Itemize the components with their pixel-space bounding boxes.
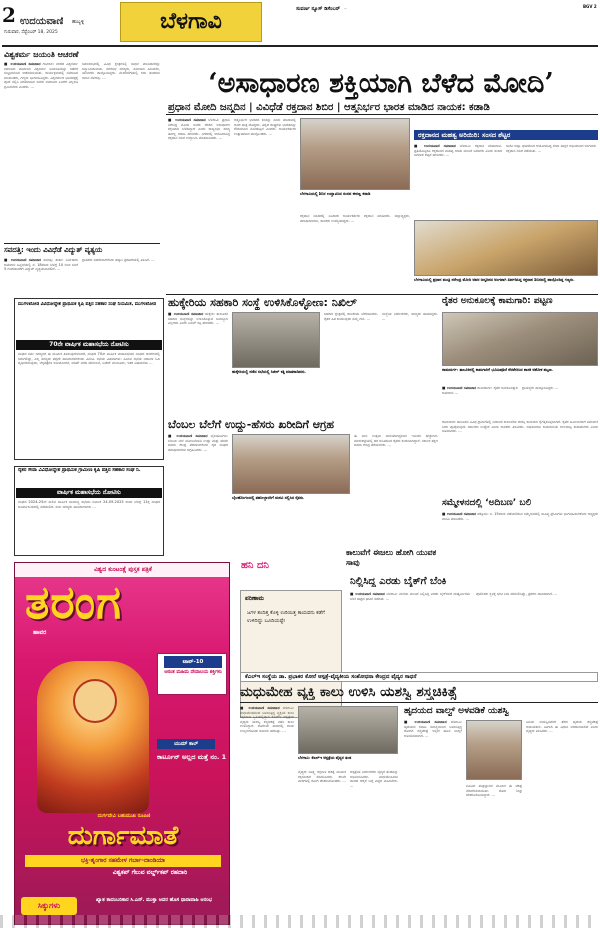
ad-sikku-badge: ಸಿಕ್ಕುಗಳು bbox=[21, 897, 77, 915]
lead-rule bbox=[166, 114, 598, 115]
ad-durga-caption: ದುರ್ಗದೇವಿ ಬಹುಮುಖ ರೂಪಿಣಿ bbox=[97, 813, 151, 819]
page-number: 2 bbox=[2, 3, 16, 27]
notice-2-body: ಸಂಘದ 2024-25ನೇ ಸಾಲಿನ ವಾರ್ಷಿಕ ಸಾಮಾನ್ಯ ಸಭೆಯು ದಿನಾಂಕ 24.09.2025 ರಂದು ಬೆಳಗ್ಗೆ 11ಕ್ಕೆ ಸಂಘದ ಕಾರ್ಯಾಲಯದಲ್ಲಿ ನಡೆಯಲಿದೆ. ಸರ್ವ ಸದಸ್ಯರು ಹಾಜರಾಗಬೇಕು ... bbox=[18, 500, 160, 509]
patan-col-lower: ರಾಮದುರ್ಗ ತಾಲೂಕಿನ ವಿವಿಧ ಗ್ರಾಮಗಳಲ್ಲಿ ನೀರಾವರಿ ಕಾಲುವೆಗಳ ದುರಸ್ತಿ ಕಾಮಗಾರಿ ಕೈಗೆತ್ತಿಕೊಳ್ಳಲಾಗಿದೆ. ರೈತರ ಜಮೀನುಗಳಿಗೆ ಸಮರ್ಪಕ ನೀರು ಪೂರೈಸುವುದು ಸರ್ಕಾರದ ಉದ್ದೇಶ ಎಂದು ಶಾಸಕರು ತಿಳಿಸಿದರು. ಅಧಿಕಾರಿಗಳು ಕಾಮಗಾರಿಯ ಗುಣಮಟ್ಟ ಕಾಪಾಡಬೇಕು ಎಂದು ಸೂಚಿಸಿದರು. ... bbox=[442, 420, 598, 434]
patan-body-2: ಗ್ರಾಮಸ್ಥರು ಪಾಲ್ಗೊಂಡಿದ್ದರು ... bbox=[522, 386, 558, 390]
headline-canal: ಕಾಲುವೆಗೆ ಈಜಲು ಹೋಗಿ ಯುವಕ ಸಾವು bbox=[346, 548, 437, 567]
left-rule-1 bbox=[4, 243, 160, 244]
hospital-strip: ಕೆಎಲ್‌ಇ ಸಂಸ್ಥೆಯ ಡಾ. ಪ್ರಭಾಕರ ಕೋರೆ ಆಸ್ಪತ್ರೆ-ವೈದ್ಯಕೀಯ ಸಂಶೋಧನಾ ಕೇಂದ್ರದ ವೈದ್ಯರ ಸಾಧನೆ bbox=[240, 672, 598, 682]
honey-subtitle: ಪರಿಣಾಮ bbox=[245, 595, 264, 602]
ad-cartoon-text: ಕಾರ್ಟೂನ್ ಅಲ್ಲದ ಮತ್ತೆ ನಂ. 1 bbox=[157, 753, 227, 761]
blood-body-col1: ■ ಉದಯವಾಣಿ ಸಮಾಚಾರ ಬೆಳಗಾವಿ: ರಕ್ತದಾನ ಮಹಾದಾನ. ಪ್ರತಿಯೊಬ್ಬರೂ ರಕ್ತದಾನದ ಮಹತ್ವ ಅರಿತು ಮುಂದೆ ಬರಬೇಕು ಎಂದು ಸಂಸದ ಜಗದೀಶ ಶೆಟ್ಟರ ಹೇಳಿದರು. ... bbox=[414, 144, 502, 158]
diabetes-photo bbox=[298, 706, 398, 754]
tharanga-ad[interactable] bbox=[14, 562, 230, 925]
lead-bottom-rule bbox=[166, 294, 598, 295]
blood-body-col2: ಬಿಜೆಪಿ ಜಿಲ್ಲಾ ಘಟಕದಿಂದ ಆಯೋಜಿಸಿದ್ದ ಸೇವಾ ಪಾಕ್ಷಿಕ ಅಭಿಯಾನದ ಅಂಗವಾಗಿ ರಕ್ತದಾನ ಶಿಬಿರ ನಡೆಯಿತು. ... bbox=[506, 144, 596, 153]
blood-camp-caption: ಬೆಳಗಾವಿಯಲ್ಲಿ ಪ್ರಧಾನ ಮಂತ್ರಿ ನರೇಂದ್ರ ಮೋದಿ ಅವರ ಜನ್ಮದಿನದ ಅಂಗವಾಗಿ ಏರ್ಪಡಿಸಿದ್ದ ರಕ್ತದಾನ ಶಿಬಿರದಲ್ಲಿ ಪಾಲ್ಗೊಂಡಿದ್ದ ಗಣ್ಯರು. bbox=[414, 278, 575, 282]
story-body-power-cut: ■ ಉದಯವಾಣಿ ಸಮಾಚಾರ ಸವದತ್ತಿ: ತುರ್ತು ನಿರ್ವಹಣಾ ಕಾಮಗಾರಿ ಹಿನ್ನೆಲೆಯಲ್ಲಿ ಸೆ. 18ರಂದು ಬೆಳಗ್ಗೆ 10 ರಿಂದ ಸಂಜೆ 5 ಗಂಟೆಯವರೆಗೆ ವಿದ್ಯುತ್ ವ್ಯತ್ಯಯವಾಗಲಿದೆ. ... bbox=[4, 258, 78, 272]
promo-text: ... bbox=[344, 6, 348, 10]
brand-city: ಹುಬ್ಬಳ್ಳಿ bbox=[72, 19, 85, 25]
story-body-vishwakarma-2: ಸಮಾರಂಭದಲ್ಲಿ ವಿವಿಧ ಕ್ಷೇತ್ರಗಳಲ್ಲಿ ಸಾಧನೆ ಮಾಡಿದವರನ್ನು ಸನ್ಮಾನಿಸಲಾಯಿತು. ನಗರಸಭೆ ಸದಸ್ಯರು, ಸಮಾಜದ ಹಿರಿಯರು, ಯುವಕರು ಪಾಲ್ಗೊಂಡಿದ್ದರು. ಮೆರವಣಿಗೆಯಲ್ಲಿ ಕಲಾ ತಂಡಗಳು ಗಮನ ಸೆಳೆದವು. ... bbox=[82, 62, 160, 80]
diabetes-body-1: ■ ಉದಯವಾಣಿ ಸಮಾಚಾರ ಬೆಳಗಾವಿ: ಮಧುಮೇಹದಿಂದ ಬಳಲುತ್ತಿದ್ದ ವ್ಯಕ್ತಿಯ ಕಾಲು ಕತ್ತರಿಸುವ ಸ್ಥಿತಿಯಲ್ಲಿದ್ದಾಗ ಕೆಎಲ್‌ಇ ಆಸ್ಪತ್ರೆಯ ವೈದ್ಯರು ಯಶಸ್ವಿ ಶಸ್ತ್ರಚಿಕಿತ್ಸೆ ನಡೆಸಿ ಕಾಲು ಉಳಿಸಿದ್ದಾರೆ. ರೋಗಿಯ ಪಾದದಲ್ಲಿ ಗಾಯ ಉಲ್ಬಣಗೊಂಡು ಸೋಂಕು ಹರಡಿತ್ತು. ... bbox=[240, 706, 294, 733]
nikhil-body-col3: ಸಂಸ್ಥೆಯ ನಿರ್ದೇಶಕರು, ಸದಸ್ಯರು ಹಾಜರಿದ್ದರು. ... bbox=[382, 312, 438, 321]
page-tag: BGV 2 bbox=[583, 4, 597, 9]
ad-deity-image bbox=[37, 661, 149, 813]
story-body-power-cut-2: ಗ್ರಾಹಕರು ಸಹಕರಿಸಬೇಕೆಂದು ಹೆಸ್ಕಾಂ ಪ್ರಕಟಣೆಯಲ್ಲಿ ತಿಳಿಸಿದೆ. ... bbox=[82, 258, 155, 262]
notice-2-title: ವಾರ್ಷಿಕ ಮಹಾಸಭೆಯ ನೋಟಿಸು bbox=[16, 488, 162, 498]
lead-headline: ‘ಅಸಾಧಾರಣ ಶಕ್ತಿಯಾಗಿ ಬೆಳೆದ ಮೋದಿ’ bbox=[208, 68, 554, 99]
support-price-caption: ಬೈಲಹೊಂಗಲದಲ್ಲಿ ತಹಸೀಲ್ದಾರರಿಗೆ ಮನವಿ ಸಲ್ಲಿಸಿದ ರೈತರು. bbox=[232, 496, 305, 500]
story-body-vishwakarma: ■ ಉದಯವಾಣಿ ಸಮಾಚಾರ ಗೋಕಾಕ: ನಗರದ ವಿಶ್ವಕರ್ಮ ಸಮಾಜದ ವತಿಯಿಂದ ವಿಶ್ವಕರ್ಮ ಜಯಂತಿಯನ್ನು ಸಡಗರ ಸಂಭ್ರಮದಿಂದ ಆಚರಿಸಲಾಯಿತು. ಕಾರ್ಯಕ್ರಮದಲ್ಲಿ ಸಮಾಜದ ಮುಖಂಡರು, ಗಣ್ಯರು ಭಾಗವಹಿಸಿದ್ದರು. ವಿಶ್ವಕರ್ಮರ ಭಾವಚಿತ್ರಕ್ಕೆ ಪೂಜೆ ಸಲ್ಲಿಸಿ ಮಾತನಾಡಿದ ಅವರು ಸಮಾಜದ ಏಳಿಗೆಗೆ ಎಲ್ಲರೂ ಶ್ರಮಿಸಬೇಕು ಎಂದರು. ... bbox=[4, 62, 78, 89]
edition-name: ಬೆಳಗಾವಿ bbox=[160, 9, 222, 34]
honey-text: ಜಗಳ ತಂದಿತ್ತ ಕೊಳ್ಳಿ ಉರಿಯಿತ್ತ ಕಾಯವನು ಕಡೆಗೆ ಉಳಿದಿದ್ದು ಬೂದಿಯಷ್ಟೇ bbox=[247, 610, 325, 624]
print-registration-strip bbox=[0, 915, 600, 928]
headline-nikhil: ಹುಕ್ಕೇರಿಯ ಸಹಕಾರಿ ಸಂಸ್ಥೆ ಉಳಿಸಿಕೊಳ್ಳೋಣ: ನಿಖಿಲ್ bbox=[168, 296, 357, 309]
promo-label: ಸುವರ್ಣ ನ್ಯೂಸ್ ಡಿಸೆಂಬರ್ bbox=[296, 6, 340, 12]
ad-garba-strip: ಭಕ್ತಿ-ಶೃಂಗಾರ ಸಹಮೇಳ ಗರ್ಬಾ-ದಾಂಡಿಯಾ bbox=[25, 855, 221, 867]
ad-issue: ಹಾವರ bbox=[33, 629, 47, 636]
notice-1-body: ಸಂಘದ ಸರ್ವ ಸದಸ್ಯರಿಗೆ ಈ ಮೂಲಕ ತಿಳಿಸುವುದೇನೆಂದರೆ, ಸಂಘದ 70ನೇ ವಾರ್ಷಿಕ ಮಹಾಸಭೆಯು ಸಂಘದ ಆವರಣದಲ್ಲಿ ಜರುಗಲಿದ್ದು, ಎಲ್ಲ ಸದಸ್ಯರು ತಪ್ಪದೇ ಹಾಜರಾಗಬೇಕೆಂದು ವಿನಂತಿ. ಸಭೆಯ ವಿಷಯಗಳು: ಹಿಂದಿನ ಸಭೆಯ ನಡಾವಳಿ ಓದಿ ದೃಢೀಕರಿಸುವುದು, ಲೆಕ್ಕಪತ್ರಗಳ ಅನುಮೋದನೆ, ಆಡಿಟ್ ವರದಿ ಪರಿಶೀಲನೆ, ಬಜೆಟ್ ಮಂಜೂರು, ಇತರ ವಿಷಯಗಳು ... bbox=[18, 352, 160, 366]
honey-title: ಹನಿ ದನಿ bbox=[241, 560, 269, 571]
ad-novel-text: ಖ್ಯಾತ ಕಾದಂಬರಿಕಾರ ಸಿ.ಎನ್. ಮುಕ್ತಾ ಅವರ ಹೊಸ ಧಾರಾವಾಹಿ ಆರಂಭ bbox=[96, 897, 212, 903]
bike-fire-body-1: ■ ಉದಯವಾಣಿ ಸಮಾಚಾರ ಬೆಳಗಾವಿ: ಮನೆಯ ಮುಂದೆ ನಿಲ್ಲಿಸಿದ್ದ ಎರಡು ಬೈಕ್‌ಗಳಿಗೆ ದುಷ್ಕರ್ಮಿಗಳು ಬೆಂಕಿ ಹಚ್ಚಿದ ಘಟನೆ ನಡೆದಿದೆ. ... bbox=[350, 592, 470, 601]
ad-title: ತರಂಗ bbox=[25, 575, 122, 629]
support-price-body-2: ಈ ಬಾರಿ ಉತ್ತಮ ಮಳೆಯಾಗಿದ್ದರಿಂದ ಇಳುವರಿ ಹೆಚ್ಚಾಗಿದೆ. ಮಾರುಕಟ್ಟೆಯಲ್ಲಿ ದರ ಕುಸಿತದಿಂದ ರೈತರು ಕಂಗಾಲಾಗಿದ್ದಾರೆ. ಸರ್ಕಾರ ತಕ್ಷಣ ಖರೀದಿ ಕೇಂದ್ರ ತೆರೆಯಬೇಕು. ... bbox=[354, 434, 438, 448]
bike-fire-body-2: ಪೊಲೀಸರು ಸ್ಥಳಕ್ಕೆ ಭೇಟಿ ನೀಡಿ ಪರಿಶೀಲಿಸಿದ್ದು, ಪ್ರಕರಣ ದಾಖಲಾಗಿದೆ. ... bbox=[476, 592, 558, 596]
headline-bike-fire: ನಿಲ್ಲಿಸಿದ್ದ ಎರಡು ಬೈಕ್‌ಗೆ ಬೆಂಕಿ bbox=[350, 576, 447, 587]
patan-body: ■ ಉದಯವಾಣಿ ಸಮಾಚಾರ ರಾಮದುರ್ಗ: ರೈತರ ಅನುಕೂಲಕ್ಕಾಗಿ ಕಾಮಗಾರಿ ... bbox=[442, 386, 518, 395]
heart-body-3: ಹಿರಿಯ ವಯಸ್ಸಿನವರಿಗೆ ತೆರೆದ ಹೃದಯ ಶಸ್ತ್ರಚಿಕಿತ್ಸೆ ಅಪಾಯಕಾರಿ. ಹೀಗಾಗಿ ಈ ವಿಧಾನ ವರದಾನವಾಗಿದೆ ಎಂದು ವೈದ್ಯರು ತಿಳಿಸಿದರು. ... bbox=[526, 720, 598, 734]
nikhil-body-col2: ಸಹಕಾರಿ ಕ್ಷೇತ್ರದಲ್ಲಿ ರಾಜಕೀಯ ಬೆರೆಸಬಾರದು. ರೈತರ ಹಿತ ಕಾಯುವುದು ನಮ್ಮ ಗುರಿ. ... bbox=[324, 312, 378, 321]
diabetes-body-3: ಆಸ್ಪತ್ರೆಯ ನಿರ್ದೇಶಕರು ವೈದ್ಯರ ತಂಡವನ್ನು ಅಭಿನಂದಿಸಿದರು. ಮಧುಮೇಹಿಗಳು ಪಾದದ ಆರೈಕೆ ಬಗ್ಗೆ ಎಚ್ಚರ ವಹಿಸಬೇಕು. ... bbox=[350, 770, 398, 788]
diabetes-body-2: ವೈದ್ಯರು ಸೂಕ್ಷ್ಮ ರಕ್ತನಾಳ ಚಿಕಿತ್ಸೆ ಮೂಲಕ ರಕ್ತಸಂಚಾರ ಸರಿಪಡಿಸಿದರು. ಕೆಲವೇ ವಾರಗಳಲ್ಲಿ ರೋಗಿ ಚೇತರಿಸಿಕೊಂಡರು. ... bbox=[298, 770, 346, 784]
diabetes-caption: ಬೆಳಗಾವಿ: ಕೆಎಲ್‌ಇ ಆಸ್ಪತ್ರೆಯ ವೈದ್ಯರ ತಂಡ bbox=[298, 756, 352, 760]
lead-body-col1: ■ ಉದಯವಾಣಿ ಸಮಾಚಾರ ಬೆಳಗಾವಿ: ಪ್ರಧಾನಿ ನರೇಂದ್ರ ಮೋದಿ ಅವರು ದೇಶದ ಅಸಾಧಾರಣ ಶಕ್ತಿಯಾಗಿ ಬೆಳೆದಿದ್ದಾರೆ ಎಂದು ರಾಜ್ಯಸಭಾ ಸದಸ್ಯ ಈರಣ್ಣ ಕಡಾಡಿ ಹೇಳಿದರು. ನಗರದಲ್ಲಿ ಆಯೋಜಿಸಿದ್ದ ರಕ್ತದಾನ ಶಿಬಿರ ಉದ್ಘಾಟಿಸಿ ಮಾತನಾಡಿದರು. ... bbox=[168, 118, 230, 141]
story-headline-vishwakarma: ವಿಶ್ವಕರ್ಮ ಜಯಂತಿ ಆಚರಣೆ bbox=[4, 50, 79, 59]
ad-top10-box bbox=[157, 653, 227, 695]
blood-donation-bar: ರಕ್ತದಾನದ ಮಹತ್ವ ಅರಿಯಿರಿ: ಸಂಸದ ಶೆಟ್ಟರ bbox=[414, 130, 598, 140]
heart-body-1: ■ ಉದಯವಾಣಿ ಸಮಾಚಾರ ಬೆಳಗಾವಿ: ಹೃದಯದ ಕವಾಟ ಸಮಸ್ಯೆಯಿಂದ ಬಳಲುತ್ತಿದ್ದ ರೋಗಿಗೆ ಶಸ್ತ್ರಚಿಕಿತ್ಸೆ ಇಲ್ಲದೆ ಹೊಸ ವಾಲ್ವ್ ಅಳವಡಿಸಲಾಗಿದೆ. ... bbox=[404, 720, 462, 738]
nikhil-body-col1: ■ ಉದಯವಾಣಿ ಸಮಾಚಾರ ಹುಕ್ಕೇರಿ: ತಾಲೂಕಿನ ಸಹಕಾರಿ ಸಂಸ್ಥೆಗಳನ್ನು ಉಳಿಸಿಕೊಳ್ಳುವ ಜವಾಬ್ದಾರಿ ಎಲ್ಲರದು ಎಂದು ನಿಖಿಲ್ ಕತ್ತಿ ಹೇಳಿದರು. ... bbox=[168, 312, 228, 326]
ad-durga-title: ದುರ್ಗಾಮಾತೆ bbox=[67, 821, 179, 851]
notice-1-title: 70ನೇ ವಾರ್ಷಿಕ ಮಹಾಸಭೆಯ ನೋಟಿಸು bbox=[16, 340, 162, 350]
notice-1-header: ಮುಗಳಖೋಡ ವಿವಿಧೋದ್ದೇಶ ಪ್ರಾಥಮಿಕ ಕೃಷಿ ಪತ್ತಿನ ಸಹಕಾರ ಸಂಘ ನಿಯಮಿತ, ಮುಗಳಖೋಡ bbox=[18, 302, 156, 307]
lead-subheadline: ಪ್ರಧಾನ ಮೋದಿ ಜನ್ಮದಿನ | ವಿವಿಧೆಡೆ ರಕ್ತದಾನ ಶಿಬಿರ | ಆತ್ಮನಿರ್ಭರ ಭಾರತ ಮಾಡಿದ ನಾಯಕ: ಕಡಾಡಿ bbox=[168, 102, 490, 113]
ad-top-strip: ವಿಶ್ವದ ಕುಂಟಂತ್ಲೆ ಪುಸ್ತಕ ಪತ್ರಿಕೆ bbox=[15, 563, 230, 577]
dateline: ಗುರುವಾರ, ಸೆಪ್ಟೆಂಬರ್ 18, 2025 bbox=[4, 30, 58, 35]
nikhil-caption: ಹುಕ್ಕೇರಿಯಲ್ಲಿ ನಡೆದ ಸಭೆಯಲ್ಲಿ ನಿಖಿಲ್ ಕತ್ತಿ ಮಾತನಾಡಿದರು. bbox=[232, 370, 306, 374]
patan-caption: ರಾಮದುರ್ಗ: ತಾಲೂಕಿನಲ್ಲಿ ಕಾಮಗಾರಿಗೆ ಭೂಮಿಪೂಜೆ ನೆರವೇರಿಸಿದ ಶಾಸಕ ಅಶೋಕ ಪಟ್ಟಣ. bbox=[442, 368, 553, 372]
ad-top10-text: ಅನಂತ ಮಹಿಮ ದೇವಾಲಯ ಶಕ್ತಿಗಳು bbox=[164, 670, 222, 675]
lead-photo bbox=[300, 118, 410, 190]
newspaper-brand: ಉದಯವಾಣಿ bbox=[20, 16, 64, 27]
diabetes-rule bbox=[240, 702, 598, 703]
edition-box bbox=[120, 2, 262, 42]
lead-photo-caption: ಬೆಳಗಾವಿಯಲ್ಲಿ ಶಿಬಿರ ಉದ್ಘಾಟಿಸಿದ ಸಂಸದ ಈರಣ್ಣ ಕಡಾಡಿ bbox=[300, 192, 371, 196]
ad-worldcup-text: ವಿಶ್ವಕಪ್ ಗೆಲುವ ವರ್ಲ್ಡ್‌ಕಪ್ ರಹದಾರಿ bbox=[112, 869, 188, 876]
heart-photo bbox=[466, 720, 522, 780]
support-price-body-1: ■ ಉದಯವಾಣಿ ಸಮಾಚಾರ ಬೈಲಹೊಂಗಲ: ಬೆಂಬಲ ಬೆಲೆ ಯೋಜನೆಯಡಿ ಉದ್ದು ಮತ್ತು ಹೆಸರು ಖರೀದಿ ಕೇಂದ್ರ ತೆರೆಯಬೇಕೆಂದು ರೈತ ಸಂಘದ ಪದಾಧಿಕಾರಿಗಳು ಆಗ್ರಹಿಸಿದರು. ... bbox=[168, 434, 228, 452]
notice-2-header: ರೈತರ ಸೇವಾ ವಿವಿಧೋದ್ದೇಶ ಪ್ರಾಥಮಿಕ ಗ್ರಾಮೀಣ ಕೃಷಿ ಪತ್ತಿನ ಸಹಕಾರ ಸಂಘ ನಿ. bbox=[18, 468, 141, 473]
masthead-rule bbox=[2, 45, 598, 47]
headline-diabetes: ಮಧುಮೇಹ ವ್ಯಕ್ತಿ ಕಾಲು ಉಳಿಸಿ ಯಶಸ್ವಿ ಶಸ್ತ್ರಚಿಕಿತ್ಸೆ bbox=[240, 684, 457, 700]
support-price-photo bbox=[232, 434, 350, 494]
headline-support-price: ಬೆಂಬಲ ಬೆಲೆಗೆ ಉದ್ದು-ಹೆಸರು ಖರೀದಿಗೆ ಆಗ್ರಹ bbox=[168, 418, 334, 431]
story-headline-power-cut: ಸವದತ್ತಿ: ಇಂದು ವಿವಿಧೆಡೆ ವಿದ್ಯುತ್ ವ್ಯತ್ಯಯ bbox=[4, 246, 103, 254]
blood-camp-photo bbox=[414, 220, 598, 276]
patan-photo bbox=[442, 312, 598, 366]
nikhil-photo bbox=[232, 312, 320, 368]
headline-sammelana: ಸಮ್ಮೇಳನದಲ್ಲಿ ‘ಅದಿಬಣ’ ಬಲಿ bbox=[442, 498, 532, 508]
lead-body-col2: ಆತ್ಮನಿರ್ಭರ ಭಾರತದ ಕನಸನ್ನು ನನಸು ಮಾಡುವಲ್ಲಿ ಅವರ ಪಾತ್ರ ದೊಡ್ಡದು. ವಿಶ್ವದ ರಾಷ್ಟ್ರಗಳು ಭಾರತವನ್ನು ಗೌರವದಿಂದ ನೋಡುತ್ತಿವೆ ಎಂದರು. ಕಾರ್ಯಕರ್ತರು ಉತ್ಸಾಹದಿಂದ ಪಾಲ್ಗೊಂಡರು. ... bbox=[234, 118, 296, 136]
lead-body-col3: ರಕ್ತದಾನ ಶಿಬಿರದಲ್ಲಿ ನೂರಾರು ಕಾರ್ಯಕರ್ತರು ರಕ್ತದಾನ ಮಾಡಿದರು. ಜಿಲ್ಲಾಧ್ಯಕ್ಷರು, ಪದಾಧಿಕಾರಿಗಳು, ಶಾಸಕರು ಉಪಸ್ಥಿತರಿದ್ದರು. ... bbox=[300, 214, 410, 223]
ad-top10-title: ಟಾಪ್-10 bbox=[164, 656, 222, 668]
headline-heart-valve: ಹೃದಯದ ವಾಲ್ವ್ ಅಳವಡಿಕೆ ಯಶಸ್ವಿ bbox=[404, 706, 509, 716]
ad-yum-label: ಯುಮ್ ಕಾಲ್ bbox=[157, 739, 215, 749]
sammelana-body: ■ ಉದಯವಾಣಿ ಸಮಾಚಾರ ಚಿಕ್ಕೋಡಿ: ನ. 15ರಂದು ನಡೆಯಲಿರುವ ಸಮ್ಮೇಳನದಲ್ಲಿ ಸಾಹಿತ್ಯ ಪ್ರೇಮಿಗಳು ಭಾಗವಹಿಸಬೇಕೆಂದು ಅಧ್ಯಕ್ಷರು ಮನವಿ ಮಾಡಿದರು. ... bbox=[442, 512, 598, 521]
headline-patan: ರೈತರ ಅನುಕೂಲಕ್ಕೆ ಕಾಮಗಾರಿ: ಪಟ್ಟಣ bbox=[442, 296, 553, 306]
heart-body-2: ಟಿಎವಿಐ ತಂತ್ರಜ್ಞಾನದ ಮೂಲಕ ಈ ಚಿಕಿತ್ಸೆ ನೆರವೇರಿಸಲಾಯಿತು. ರೋಗಿ ಶೀಘ್ರ ಚೇತರಿಸಿಕೊಂಡಿದ್ದಾರೆ. ... bbox=[466, 784, 522, 798]
